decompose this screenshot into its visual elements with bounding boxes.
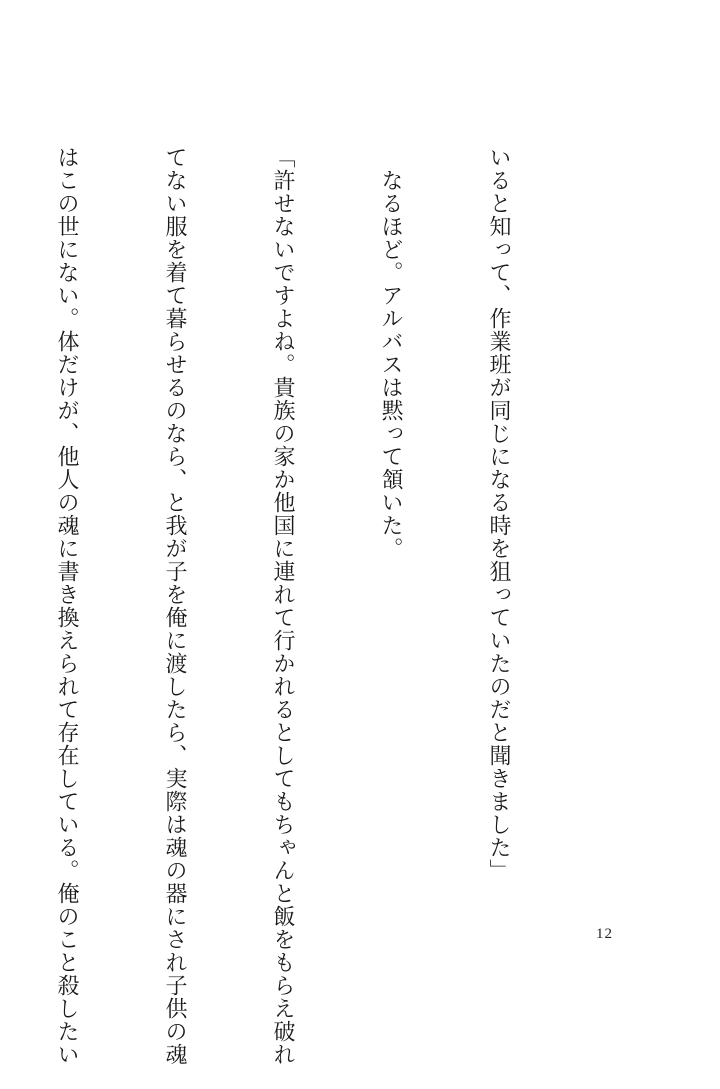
page-number: 12 [596,926,613,942]
vertical-text-block [0,146,588,1066]
text-line: いると知って、作業班が同じになる時を狙っていたのだと聞きました」 [486,146,511,882]
text-line: てない服を着て暮らせるのなら、と我が子を俺に渡したら、実際は魂の器にされ子供の魂 [162,146,187,1066]
text-line: はこの世にない。体だけが、他人の魂に書き換えられて存在している。俺のこと殺したい [54,146,79,1066]
text-line: 「許せないですよね。貴族の家か他国に連れて行かれるとしてもちゃんと飯をもらえ破れ [270,146,295,1066]
text-line: なるほど。アルバスは黙って頷いた。 [378,146,403,560]
